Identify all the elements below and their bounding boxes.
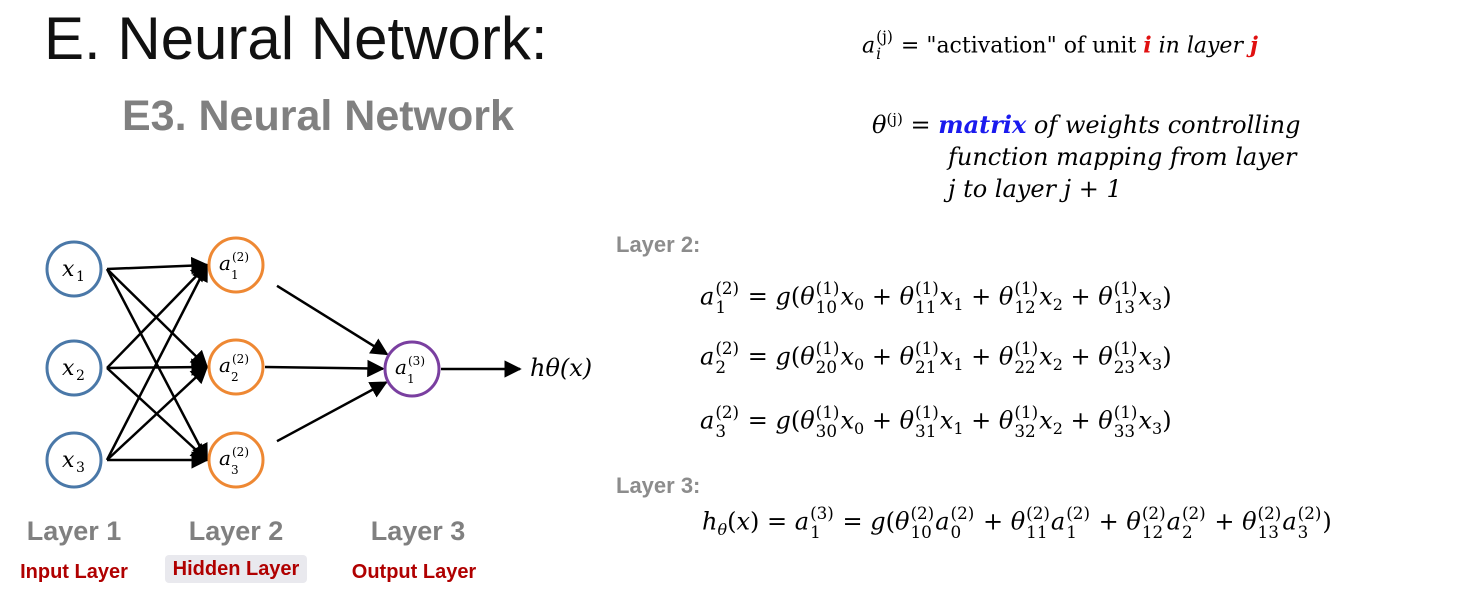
hidden-layer-label-wrap — [146, 558, 326, 581]
layer2-label: Layer 2 — [188, 516, 284, 546]
output-equation: $h_\theta(x) = a$ (3) 1 = g(θ (2) 10 a (2) 0 + θ (2) 11 a (2) 1 + θ (2) 12 a (2) 2 + θ (2) 13 a (2) 3 ) — [702, 503, 1332, 542]
hidden-node-2 — [209, 340, 263, 394]
hidden-node-superscript: (2) — [232, 445, 249, 459]
network-nodes — [47, 238, 439, 487]
hidden-node-label: a — [219, 251, 231, 275]
hidden-layer-label: Hidden Layer — [165, 555, 308, 583]
matrix-keyword: matrix — [938, 110, 1027, 139]
input-node-label: x — [62, 448, 75, 473]
layer-index-var: j — [1249, 32, 1258, 59]
edge-input1-hidden1 — [107, 265, 207, 269]
input-node-label: x — [62, 356, 75, 381]
layer1-label: Layer 1 — [26, 516, 122, 546]
output-node-label: a — [395, 355, 407, 379]
output-hypothesis-label: hθ(x) — [530, 354, 593, 382]
layer3-section-label: Layer 3: — [616, 473, 701, 498]
theta-definition-line3: j to layer j + 1 — [948, 175, 1122, 203]
input-node-subscript: 3 — [76, 460, 85, 476]
hidden-node-subscript: 1 — [231, 268, 239, 282]
layer2-section-label: Layer 2: — [616, 232, 701, 257]
hidden-node-subscript: 2 — [231, 370, 239, 384]
input-node-subscript: 1 — [76, 269, 85, 285]
theta-definition-line2: function mapping from layer — [948, 143, 1297, 171]
hidden-node-superscript: (2) — [232, 352, 249, 366]
activation-definition: a (j) i = "activation" of unit i in layer j — [862, 28, 1258, 64]
theta-definition: $\theta^{(j)}$ = matrix of weights controlling — [872, 110, 1301, 139]
output-node-superscript: (3) — [408, 354, 425, 368]
edge-hidden2-output — [265, 367, 383, 369]
hidden-node-1 — [209, 238, 263, 292]
hidden-node-subscript: 3 — [231, 463, 239, 477]
input-node-subscript: 2 — [76, 368, 85, 384]
hidden-node-label: a — [219, 353, 231, 377]
hidden-unit-equation: a (2) 2 = g(θ (1) 20 $x_0 + \theta$ (1) 21 $x_1 + \theta$ (1) 22 $x_2 + \theta$ (1) 23 $x_3$) — [700, 338, 1172, 377]
hidden-node-label: a — [219, 446, 231, 470]
hidden-unit-equation: a (2) 1 = g(θ (1) 10 $x_0 + \theta$ (1) 11 $x_1 + \theta$ (1) 12 $x_2 + \theta$ (1) 13 $x_3$) — [700, 278, 1172, 317]
hidden-node-superscript: (2) — [232, 250, 249, 264]
output-node — [385, 342, 439, 396]
page-subtitle: E3. Neural Network — [122, 92, 514, 140]
output-layer-label: Output Layer — [351, 561, 477, 583]
network-edges — [107, 265, 520, 460]
hidden-node-3 — [209, 433, 263, 487]
hidden-unit-equation: a (2) 3 = g(θ (1) 30 $x_0 + \theta$ (1) 31 $x_1 + \theta$ (1) 32 $x_2 + \theta$ (1) 33 $x_3$) — [700, 402, 1172, 441]
edge-hidden3-output — [277, 382, 386, 441]
input-node-label: x — [62, 257, 75, 282]
layer3-label: Layer 3 — [370, 516, 466, 546]
page-title: E. Neural Network: — [44, 5, 548, 72]
edge-input2-hidden2 — [107, 367, 207, 368]
input-layer-label: Input Layer — [20, 561, 128, 583]
edge-hidden1-output — [277, 286, 387, 354]
network-diagram — [0, 220, 620, 510]
unit-index-var: i — [1143, 32, 1152, 59]
output-node-subscript: 1 — [407, 372, 415, 386]
